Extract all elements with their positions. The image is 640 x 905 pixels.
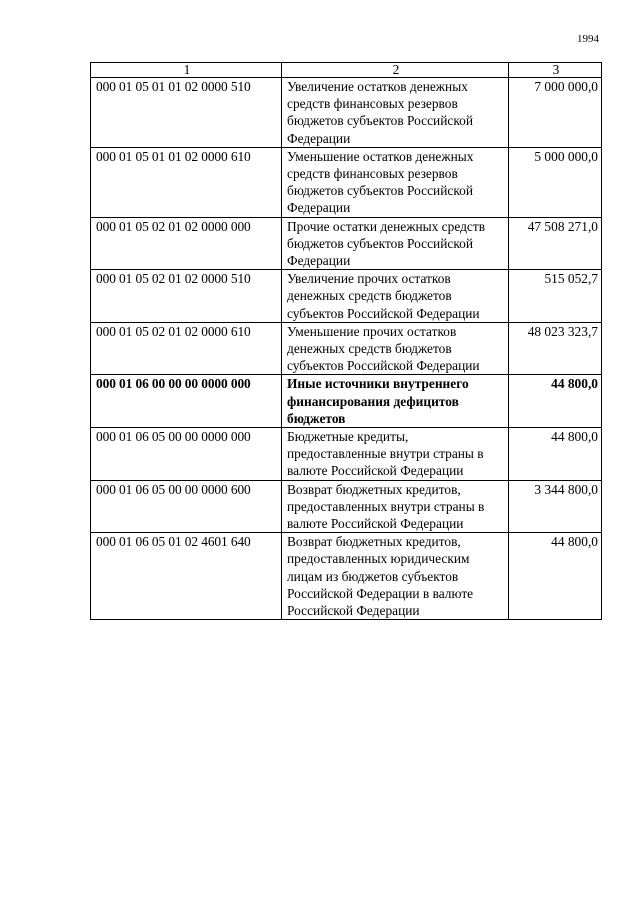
amount-cell: 5 000 000,0 — [509, 147, 602, 217]
amount-cell: 48 023 323,7 — [509, 322, 602, 375]
item-name-cell: Иные источники внутреннего финансирования дефицитов бюджетов — [282, 375, 509, 428]
budget-code-cell: 000 01 05 01 01 02 0000 510 — [91, 78, 282, 148]
table-row — [91, 78, 602, 148]
item-name-cell: Увеличение прочих остатков денежных средств бюджетов субъектов Российской Федерации — [282, 270, 509, 323]
item-name-cell: Возврат бюджетных кредитов, предоставленных внутри страны в валюте Российской Федерации — [282, 480, 509, 533]
table-row — [91, 217, 602, 270]
table-row — [91, 147, 602, 217]
amount-cell: 3 344 800,0 — [509, 480, 602, 533]
amount-cell: 47 508 271,0 — [509, 217, 602, 270]
header-column-3: 3 — [509, 63, 602, 78]
header-column-2: 2 — [282, 63, 509, 78]
amount-cell: 44 800,0 — [509, 533, 602, 620]
budget-sources-table — [90, 62, 602, 620]
budget-code-cell: 000 01 06 05 00 00 0000 000 — [91, 428, 282, 481]
amount-cell: 44 800,0 — [509, 375, 602, 428]
item-name-cell: Прочие остатки денежных средств бюджетов субъектов Российской Федерации — [282, 217, 509, 270]
amount-cell: 7 000 000,0 — [509, 78, 602, 148]
page-number: 1994 — [577, 33, 599, 45]
budget-code-cell: 000 01 05 02 01 02 0000 000 — [91, 217, 282, 270]
table-row — [91, 428, 602, 481]
table-row — [91, 533, 602, 620]
item-name-cell: Возврат бюджетных кредитов, предоставленных юридическим лицам из бюджетов субъектов Российской Федерации в валюте Российской Федерации — [282, 533, 509, 620]
table-row — [91, 270, 602, 323]
amount-cell: 44 800,0 — [509, 428, 602, 481]
budget-code-cell: 000 01 06 05 00 00 0000 600 — [91, 480, 282, 533]
item-name-cell: Увеличение остатков денежных средств финансовых резервов бюджетов субъектов Российской Федерации — [282, 78, 509, 148]
budget-code-cell: 000 01 05 02 01 02 0000 610 — [91, 322, 282, 375]
item-name-cell: Уменьшение остатков денежных средств финансовых резервов бюджетов субъектов Российской Федерации — [282, 147, 509, 217]
item-name-cell: Уменьшение прочих остатков денежных средств бюджетов субъектов Российской Федерации — [282, 322, 509, 375]
budget-code-cell: 000 01 06 05 01 02 4601 640 — [91, 533, 282, 620]
budget-code-cell: 000 01 06 00 00 00 0000 000 — [91, 375, 282, 428]
amount-cell: 515 052,7 — [509, 270, 602, 323]
table-row — [91, 322, 602, 375]
budget-code-cell: 000 01 05 01 01 02 0000 610 — [91, 147, 282, 217]
header-column-1: 1 — [91, 63, 282, 78]
item-name-cell: Бюджетные кредиты, предоставленные внутри страны в валюте Российской Федерации — [282, 428, 509, 481]
budget-code-cell: 000 01 05 02 01 02 0000 510 — [91, 270, 282, 323]
table-row-subtotal — [91, 375, 602, 428]
table-row — [91, 480, 602, 533]
table-header-row — [91, 63, 602, 78]
